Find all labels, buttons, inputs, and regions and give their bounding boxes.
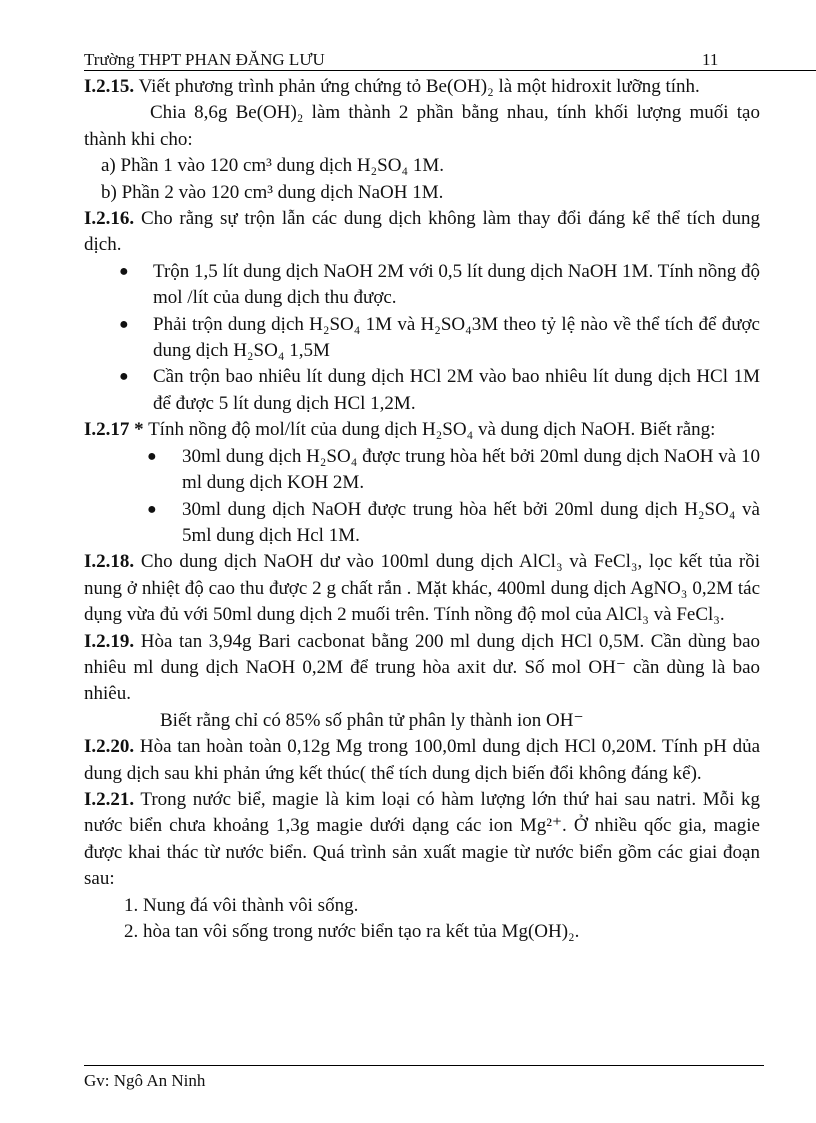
list-item-text: 30ml dung dịch NaOH được trung hòa hết bởi 20ml dung dịch H₂SO₄ và 5ml dung dịch Hcl 1M. <box>182 498 760 546</box>
list-item <box>84 259 760 312</box>
bullet-icon: ● <box>147 447 157 465</box>
problem-note: Biết rằng chỉ có 85% số phân tử phân ly thành ion OH⁻ <box>160 709 584 731</box>
problem-text: Chia 8,6g Be(OH)₂ làm thành 2 phần bằng nhau, tính khối lượng muối tạo thành khi cho: <box>84 102 760 150</box>
problem-text: Cho dung dịch NaOH dư vào 100ml dung dịch AlCl₃ và FeCl₃, lọc kết tủa rồi nung ở nhiệt độ cao thu được 2 g chất rắn . Mặt khác, 400ml dung dịch AgNO₃ 0,2M tác dụng vừa đủ với 50ml dung dịch 2 muối trên. Tính nồng độ mol của AlCl₃ và FeCl₃. <box>84 551 761 626</box>
list-item <box>84 364 760 417</box>
bullet-icon: ● <box>119 315 129 333</box>
list-item-text: 30ml dung dịch H₂SO₄ được trung hòa hết bởi 20ml dung dịch NaOH và 10 ml dung dịch KOH 2M. <box>182 445 760 494</box>
list-item <box>84 444 760 497</box>
step-item: 1. Nung đá vôi thành vôi sống. <box>124 894 359 916</box>
list-item <box>84 312 760 365</box>
problem-text: Cho rằng sự trộn lẫn các dung dịch không làm thay đổi đáng kể thể tích dung dịch. <box>84 208 761 256</box>
list-item-text: Trộn 1,5 lít dung dịch NaOH 2M với 0,5 lít dung dịch NaOH 1M. Tính nồng độ mol /lít của dung dịch thu được. <box>153 260 760 309</box>
problem-id: I.2.21. <box>84 788 135 810</box>
problem-2-20 <box>84 734 760 787</box>
bullet-list <box>84 444 760 550</box>
problem-text: Hòa tan 3,94g Bari cacbonat bằng 200 ml dung dịch HCl 0,5M. Cần dùng bao nhiêu ml dung dịch NaOH 0,2M để trung hòa axit dư. Số mol OH⁻ cần dùng là bao nhiêu. <box>84 630 761 705</box>
problem-2-15 <box>84 74 760 100</box>
list-item-text: Phải trộn dung dịch H₂SO₄ 1M và H₂SO₄3M theo tỷ lệ nào về thể tích để được dung dịch H₂SO₄ 1,5M <box>153 313 760 362</box>
school-name: Trường THPT PHAN ĐĂNG LƯU <box>84 50 325 69</box>
problem-2-19 <box>84 629 760 708</box>
bullet-icon: ● <box>119 368 129 386</box>
bullet-list <box>84 259 760 417</box>
page-number: 11 <box>702 50 719 69</box>
list-item-text: Cần trộn bao nhiêu lít dung dịch HCl 2M vào bao nhiêu lít dung dịch HCl 1M để được 5 lít dung dịch HCl 1,2M. <box>153 366 760 414</box>
problem-id: I.2.19. <box>84 630 135 652</box>
problem-2-18 <box>84 549 760 628</box>
problem-text: Hòa tan hoàn toàn 0,12g Mg trong 100,0ml dung dịch HCl 0,20M. Tính pH dủa dung dịch sau khi phản ứng kết thúc( thể tích dung dịch biến đổi không đáng kể). <box>84 736 761 784</box>
document-body <box>84 74 760 945</box>
step-item: 2. hòa tan vôi sống trong nước biển tạo ra kết tủa Mg(OH)₂. <box>124 921 580 942</box>
problem-id: I.2.18. <box>84 551 135 573</box>
problem-2-21 <box>84 787 760 893</box>
problem-text: Tính nồng độ mol/lít của dung dịch H₂SO₄ và dung dịch NaOH. Biết rằng: <box>148 419 716 441</box>
option-b: b) Phần 2 vào 120 cm³ dung dịch NaOH 1M. <box>101 181 444 203</box>
problem-id: I.2.15. <box>84 76 135 97</box>
bullet-icon: ● <box>119 262 129 280</box>
problem-id: I.2.17 * <box>84 419 144 441</box>
footer-teacher: Gv: Ngô An Ninh <box>84 1071 206 1090</box>
option-a: a) Phần 1 vào 120 cm³ dung dịch H₂SO₄ 1M. <box>101 155 444 177</box>
problem-id: I.2.20. <box>84 736 135 758</box>
problem-text: Trong nước biể, magie là kim loại có hàm lượng lớn thứ hai sau natri. Mỗi kg nước biển chưa khoảng 1,3g magie dưới dạng các ion Mg²⁺. Ở nhiều qốc gia, magie được khai thác từ nước biển. Quá trình sản xuất magie từ nước biển gồm các giai đoạn sau: <box>84 788 760 890</box>
problem-text: Viết phương trình phản ứng chứng tỏ Be(OH)₂ là một hidroxit lưỡng tính. <box>138 76 700 97</box>
bullet-icon: ● <box>147 500 157 518</box>
problem-2-16 <box>84 206 760 259</box>
problem-id: I.2.16. <box>84 208 135 230</box>
footer-divider <box>84 1065 764 1066</box>
problem-2-17 <box>84 417 760 443</box>
list-item <box>84 497 760 550</box>
page-header <box>84 50 816 71</box>
